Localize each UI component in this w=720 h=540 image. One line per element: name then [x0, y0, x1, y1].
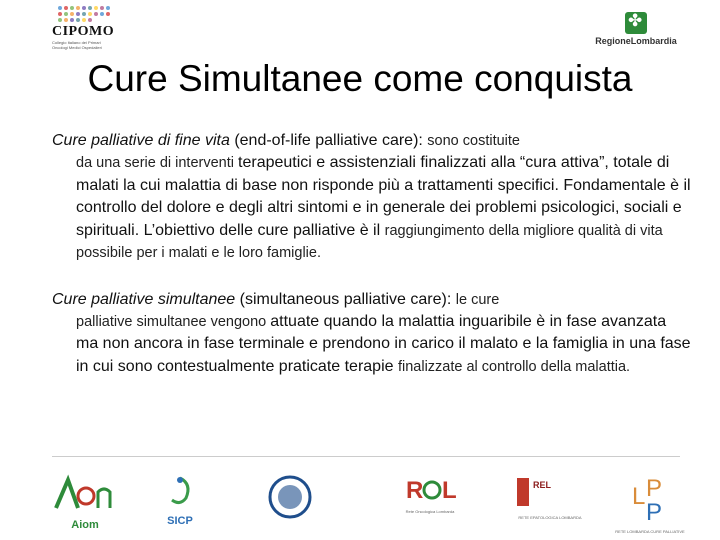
slide-body: [52, 130, 692, 378]
rel-logo: [515, 474, 585, 520]
slide-title: Cure Simultanee come conquista: [87, 58, 633, 99]
term-simultaneous: Cure palliative simultanee: [52, 290, 236, 308]
rol-logo: [395, 474, 465, 514]
cipomo-dot: [64, 12, 68, 16]
cipomo-dot: [58, 12, 62, 16]
svg-text:R: R: [406, 477, 424, 504]
cipomo-dot: [58, 6, 62, 10]
sicp-logo: [150, 474, 210, 527]
definition-body-2: attuate quando la malattia inguaribile è in fase avanzata ma non ancora in fase terminale e prendono in carico il malato e la famiglia in una fase in cui sono contestualmente praticate terapie: [76, 312, 691, 375]
definition-start-2: le cure: [455, 291, 500, 308]
svg-text:P: P: [646, 499, 663, 524]
regione-lombardia-logo: [590, 12, 682, 48]
rol-logo-sub: Rete Oncologica Lombarda: [405, 509, 455, 514]
cipomo-dots: [58, 6, 112, 22]
cipomo-logo: [52, 6, 122, 54]
definition-body: terapeutici e assistenziali finalizzati alla “cura attiva”, totale di malati la cui malattia di base non risponde più a trattamenti specifici. Fondamentale è il controllo del dolore e degli altri sintomi e in generale dei problemi psicologici, sociali e spirituali. L’obiettivo delle cure palliative è il: [76, 154, 691, 239]
cipomo-dot: [100, 6, 104, 10]
cipomo-dot: [106, 12, 110, 16]
cipomo-dot: [94, 6, 98, 10]
cipomo-dot: [82, 12, 86, 16]
term-end-of-life: Cure palliative di fine vita: [52, 132, 230, 149]
footer-logos: [50, 474, 690, 534]
svg-text:REL: REL: [533, 480, 551, 490]
svg-text:L: L: [632, 483, 646, 510]
cipomo-logo-name: CIPOMO: [52, 24, 115, 39]
definition-start: sono costituite: [427, 133, 520, 149]
cipomo-dot: [82, 18, 86, 22]
cipomo-dot: [64, 18, 68, 22]
cipomo-dot: [82, 6, 86, 10]
cipomo-dot: [94, 12, 98, 16]
cipomo-dot: [70, 18, 74, 22]
rel-logo-sub: RETE EPATOLOGICA LOMBARDA: [518, 515, 582, 520]
cipomo-dot: [100, 12, 104, 16]
rlcp-logo-sub: RETE LOMBARDA CURE PALLIATIVE: [615, 529, 685, 534]
aiom-logo: [50, 474, 120, 531]
cipomo-dot: [76, 18, 80, 22]
definition-intro-2: palliative simultanee vengono: [76, 313, 271, 330]
cipomo-dot: [88, 6, 92, 10]
definition-intro: da una serie di interventi: [76, 155, 239, 171]
cipomo-dot: [76, 6, 80, 10]
term-en-end-of-life: (end-of-life palliative care):: [229, 132, 428, 149]
lombardy-rose-icon: [625, 12, 647, 34]
svg-text:L: L: [442, 477, 457, 504]
definition-end-2: finalizzate al controllo della malattia.: [397, 358, 631, 375]
cipomo-dot: [70, 6, 74, 10]
sicp-logo-label: SICP: [167, 515, 193, 527]
simg-logo: [260, 474, 320, 525]
definition-end: raggiungimento della migliore qualità di vita possibile per i malati e le loro famiglie.: [76, 222, 663, 261]
cipomo-dot: [106, 6, 110, 10]
definition-end-of-life: [52, 130, 692, 265]
aiom-logo-label: Aiom: [71, 519, 99, 531]
cipomo-dot: [76, 12, 80, 16]
cipomo-dot: [64, 6, 68, 10]
cipomo-dot: [70, 12, 74, 16]
footer-divider: [52, 456, 680, 457]
cipomo-dot: [58, 18, 62, 22]
cipomo-dot: [88, 18, 92, 22]
cipomo-logo-tagline: Collegio Italiano dei Primari Oncologi Medici Ospedalieri: [52, 40, 102, 50]
header: [0, 0, 720, 60]
cipomo-dot: [88, 12, 92, 16]
svg-text:P: P: [646, 475, 663, 502]
definition-simultaneous: [52, 289, 692, 379]
regione-lombardia-label: RegioneLombardia: [595, 36, 677, 46]
rlcp-logo: [615, 474, 685, 534]
term-en-simultaneous: (simultaneous palliative care):: [235, 290, 456, 308]
